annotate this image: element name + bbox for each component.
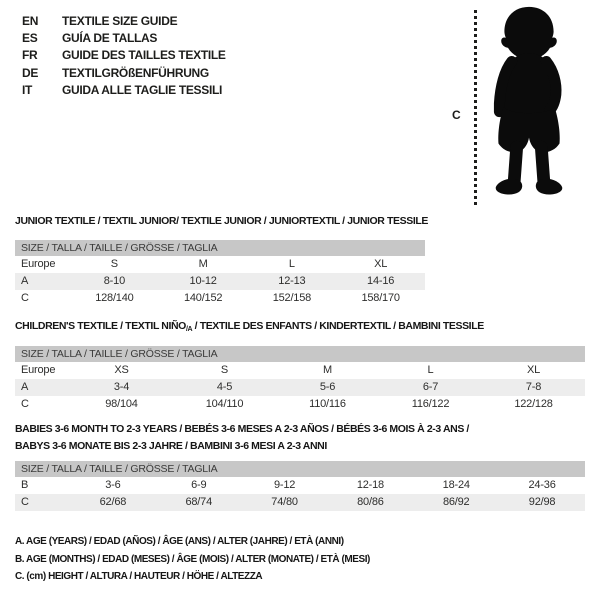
- size-header-bar: SIZE / TALLA / TAILLE / GRÖSSE / TAGLIA: [15, 461, 585, 477]
- size-header-bar: SIZE / TALLA / TAILLE / GRÖSSE / TAGLIA: [15, 346, 585, 362]
- junior-section-heading: JUNIOR TEXTILE / TEXTIL JUNIOR/ TEXTILE JUNIOR / JUNIORTEXTIL / JUNIOR TESSILE: [15, 215, 428, 227]
- height-cell: 68/74: [185, 496, 212, 508]
- junior-row-age: [15, 273, 425, 290]
- children-row-europe: [15, 362, 585, 379]
- language-code: EN: [22, 14, 39, 28]
- height-cell: 110/116: [309, 398, 346, 410]
- age-cell: 14-16: [367, 275, 395, 287]
- children-section-heading: [15, 320, 484, 333]
- size-cell: XL: [374, 258, 388, 270]
- babies-heading-line2: BABYS 3-6 MONATE BIS 2-3 JAHRE / BAMBINI 3-6 MESI A 2-3 ANNI: [15, 439, 327, 452]
- language-code: FR: [22, 48, 38, 63]
- row-label: Europe: [21, 364, 56, 376]
- language-label: TEXTILE SIZE GUIDE: [62, 14, 178, 28]
- language-code: DE: [22, 65, 39, 80]
- row-label: B: [21, 479, 29, 491]
- footnote-c: C. (cm) HEIGHT / ALTURA / HAUTEUR / HÖHE / ALTEZZA: [15, 571, 263, 582]
- footnote-a: A. AGE (YEARS) / EDAD (AÑOS) / ÂGE (ANS) / ALTER (JAHRE) / ETÀ (ANNI): [15, 536, 344, 547]
- language-row-it: [22, 82, 226, 99]
- babies-row-months: [15, 477, 585, 494]
- height-cell: 140/152: [183, 292, 223, 304]
- language-row-de: [22, 65, 226, 82]
- size-cell: L: [427, 364, 434, 376]
- children-heading-text: / TEXTILE DES ENFANTS / KINDERTEXTIL / BAMBINI TESSILE: [192, 320, 484, 332]
- age-cell: 4-5: [216, 381, 233, 393]
- junior-row-height: [15, 290, 425, 307]
- height-dotted-line: [474, 10, 477, 208]
- age-cell: 8-10: [103, 275, 125, 287]
- language-label: GUÍA DE TALLAS: [62, 31, 158, 46]
- months-cell: 24-36: [528, 479, 556, 491]
- babies-heading-line1: BABIES 3-6 MONTH TO 2-3 YEARS / BEBÉS 3-6 MESES A 2-3 AÑOS / BÉBÉS 3-6 MOIS À 2-3 ANS /: [15, 423, 469, 435]
- height-cell: 74/80: [271, 496, 298, 508]
- row-label: C: [21, 398, 29, 410]
- language-row-en: [22, 13, 226, 30]
- age-cell: 6-7: [422, 381, 439, 393]
- size-cell: XS: [114, 364, 129, 376]
- height-cell: 128/140: [95, 292, 134, 304]
- row-label: C: [21, 292, 29, 304]
- height-cell: 104/110: [205, 398, 244, 410]
- height-cell: 80/86: [357, 496, 384, 508]
- babies-section-heading: [15, 421, 485, 454]
- language-code: ES: [22, 31, 38, 46]
- age-cell: 10-12: [189, 275, 217, 287]
- row-label: A: [21, 381, 29, 393]
- language-label: TEXTILGRÖßENFÜHRUNG: [62, 65, 209, 80]
- height-cell: 86/92: [442, 496, 470, 508]
- height-cell: 152/158: [272, 292, 312, 304]
- size-cell: L: [288, 258, 295, 270]
- height-cell: 92/98: [528, 496, 556, 508]
- age-cell: 5-6: [319, 381, 336, 393]
- height-cell: 158/170: [361, 292, 400, 304]
- baby-silhouette-icon: [483, 5, 575, 210]
- months-cell: 9-12: [273, 479, 296, 491]
- height-cell: 62/68: [99, 496, 127, 508]
- babies-row-height: [15, 494, 585, 511]
- junior-row-europe: [15, 256, 425, 273]
- size-header-bar: SIZE / TALLA / TAILLE / GRÖSSE / TAGLIA: [15, 240, 425, 256]
- language-list: [22, 13, 226, 99]
- children-size-table: [15, 346, 585, 413]
- size-cell: S: [220, 364, 229, 376]
- row-label: A: [21, 275, 29, 287]
- row-label: Europe: [21, 258, 56, 270]
- language-label: GUIDE DES TAILLES TEXTILE: [62, 48, 226, 63]
- legend-footnotes: [15, 533, 370, 586]
- size-cell: S: [110, 258, 118, 270]
- age-cell: 3-4: [113, 381, 130, 393]
- size-cell: XL: [526, 364, 541, 376]
- children-heading-text: CHILDREN'S TEXTILE / TEXTIL NIÑO: [15, 320, 186, 332]
- language-row-es: [22, 30, 226, 47]
- months-cell: 6-9: [191, 479, 207, 491]
- footnote-b: B. AGE (MONTHS) / EDAD (MESES) / ÂGE (MOIS) / ALTER (MONATE) / ETÀ (MESI): [15, 553, 370, 565]
- language-code: IT: [22, 82, 33, 97]
- row-label: C: [21, 496, 29, 508]
- language-row-fr: [22, 47, 226, 64]
- children-row-height: [15, 396, 585, 413]
- size-cell: M: [323, 364, 332, 376]
- height-cell: 98/104: [105, 398, 138, 410]
- height-measure-label: C: [452, 108, 461, 122]
- age-cell: 7-8: [525, 381, 542, 393]
- size-cell: M: [198, 258, 208, 270]
- junior-size-table: [15, 240, 425, 307]
- age-cell: 12-13: [278, 275, 306, 287]
- children-heading-subscript: /A: [185, 326, 193, 333]
- months-cell: 18-24: [442, 479, 470, 491]
- height-cell: 122/128: [514, 398, 553, 410]
- language-label: GUIDA ALLE TAGLIE TESSILI: [62, 82, 223, 97]
- babies-size-table: [15, 461, 585, 511]
- months-cell: 3-6: [105, 479, 121, 491]
- height-cell: 116/122: [411, 398, 450, 410]
- children-row-age: [15, 379, 585, 396]
- months-cell: 12-18: [356, 479, 384, 491]
